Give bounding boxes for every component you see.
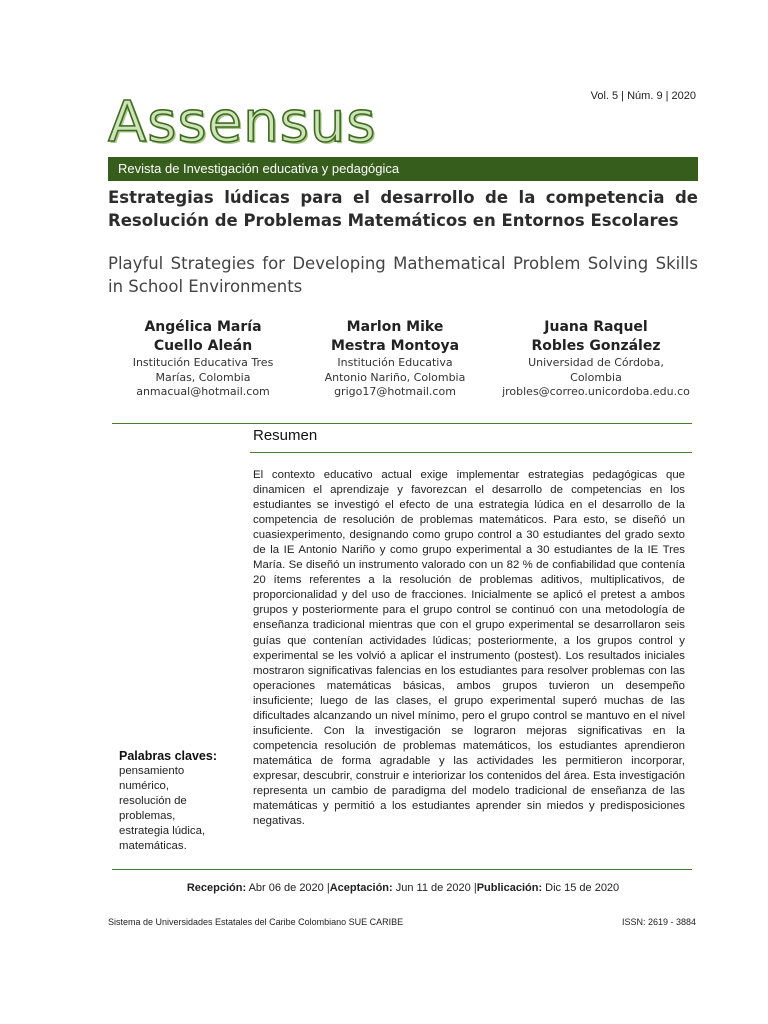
published-date: Dic 15 de 2020 xyxy=(545,882,620,894)
keyword-line: problemas, xyxy=(119,810,176,822)
keyword-line: matemáticas. xyxy=(119,840,187,852)
received-label: Recepción: xyxy=(186,882,247,894)
author-affiliation: Institución Educativa xyxy=(337,356,453,369)
author-affiliation: Institución Educativa Tres xyxy=(132,356,274,369)
author-2 xyxy=(290,318,500,400)
author-surname: Mestra Montoya xyxy=(330,338,460,354)
author-3 xyxy=(480,318,712,400)
journal-banner: Revista de Investigación educativa y pedagógica xyxy=(108,157,698,181)
article-title-en: Playful Strategies for Developing Mathematical Problem Solving Skills in School Environments xyxy=(108,254,698,296)
keyword-line: pensamiento xyxy=(119,765,185,777)
divider-abstract xyxy=(250,452,692,453)
accepted-label: Aceptación: xyxy=(329,882,393,894)
date-separator: | xyxy=(473,882,477,894)
keywords-block xyxy=(119,749,239,854)
author-affiliation-location: Colombia xyxy=(570,370,622,384)
author-1 xyxy=(98,318,308,400)
issue-info: Vol. 5 | Núm. 9 | 2020 xyxy=(590,90,696,102)
author-affiliation-location: Marías, Colombia xyxy=(155,370,251,384)
divider-top xyxy=(112,423,692,424)
author-surname: Robles González xyxy=(531,338,661,354)
accepted-date: Jun 11 de 2020 xyxy=(395,882,471,894)
author-email[interactable]: grigo17@hotmail.com xyxy=(334,385,456,398)
received-date: Abr 06 de 2020 xyxy=(248,882,324,894)
published-label: Publicación: xyxy=(476,882,543,894)
authors-block xyxy=(108,318,698,408)
author-email[interactable]: jrobles@correo.unicordoba.edu.co xyxy=(502,385,690,398)
abstract-heading: Resumen xyxy=(253,427,318,444)
divider-bottom xyxy=(112,869,692,870)
keyword-line: resolución de xyxy=(119,795,187,807)
publication-dates xyxy=(108,882,698,894)
author-name: Angélica María xyxy=(144,319,262,335)
keyword-line: estrategia lúdica, xyxy=(119,825,206,837)
author-affiliation: Universidad de Córdoba, xyxy=(528,356,664,369)
author-affiliation-location: Antonio Nariño, Colombia xyxy=(324,370,466,384)
footer-institution: Sistema de Universidades Estatales del Caribe Colombiano SUE CARIBE xyxy=(108,917,404,927)
author-name: Marlon Mike xyxy=(346,319,444,335)
author-email[interactable]: anmacual@hotmail.com xyxy=(136,385,270,398)
author-name: Juana Raquel xyxy=(544,319,648,335)
footer-issn: ISSN: 2619 - 3884 xyxy=(621,917,696,927)
keywords-heading: Palabras claves: xyxy=(119,749,217,763)
abstract-text: El contexto educativo actual exige implementar estrategias pedagógicas que dinamicen el aprendizaje y favorezcan el desarrollo de competencias en los estudiantes se investigó el efecto de una estrategia lúdica en el desarrollo de la competencia de resolución de problemas matemáticos. Para esto, se diseñó un cuasiexperimento, designando como grupo control a 30 estudiantes del grado sexto de la IE Antonio Nariño y como grupo experimental a 30 estudiantes de la IE Tres María. Se diseñó un instrumento valorado con un 82 % de confiabilidad que contenía 20 ítems referentes a la resolución de problemas aditivos, multiplicativos, de proporcionalidad y del uso de fracciones. Inicialmente se aplicó el pretest a ambos grupos y posteriormente para el grupo control se continuó con una metodología de enseñanza tradicional mientras que con el grupo experimental se desarrollaron seis guías que contenían actividades lúdicas; posteriormente, a los grupos control y experimental se les volvió a aplicar el instrumento (postest). Los resultados iniciales mostraron significativas falencias en los estudiantes para resolver problemas con las operaciones matemáticas básicas, ambos grupos tuvieron un desempeño insuficiente; luego de las clases, el grupo experimental superó muchas de las dificultades alcanzando un nivel mínimo, pero el grupo control se mantuvo en el nivel insuficiente. Con la investigación se lograron mejoras significativas en la competencia resolución de problemas matemáticos, los estudiantes aprendieron matemática de forma agradable y las actividades les permitieron incorporar, expresar, descubrir, construir e interiorizar los contenidos del área. Esta investigación representa un cambio de paradigma del modelo tradicional de enseñanza de las matemáticas y permitió a los estudiantes aprender sin miedos y predisposiciones negativas. xyxy=(253,469,685,828)
date-separator: | xyxy=(326,882,330,894)
keyword-line: numérico, xyxy=(119,780,170,792)
article-title-es: Estrategias lúdicas para el desarrollo de la competencia de Resolución de Problemas Matemáticos en Entornos Escolares xyxy=(108,188,698,230)
author-surname: Cuello Aleán xyxy=(153,338,253,354)
journal-logo: Assensus xyxy=(108,90,377,155)
